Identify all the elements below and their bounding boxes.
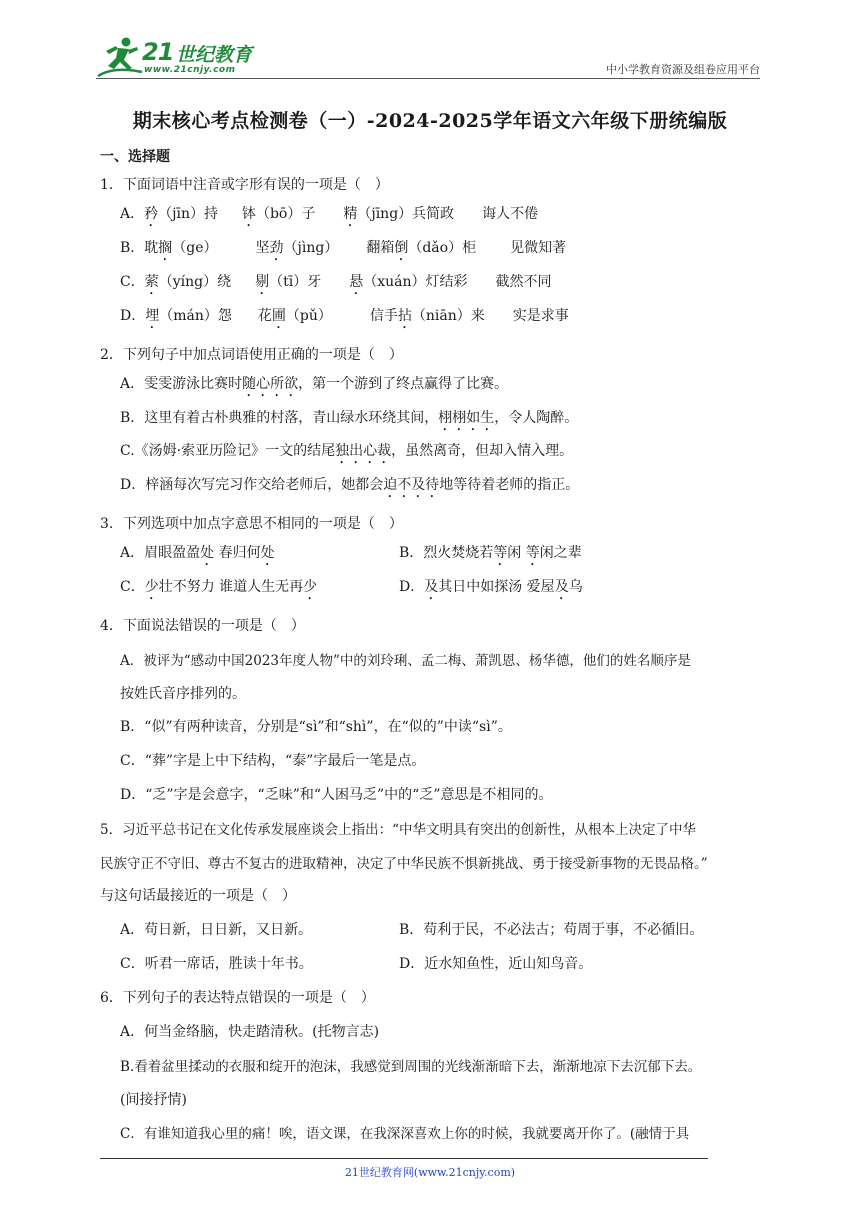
question-4-option-a-continued: 按姓氏音序排列的。 (120, 686, 246, 702)
option-text: 实是求事 (512, 308, 569, 324)
option-text: （dǎo）柜 (408, 240, 477, 256)
question-2-stem: 2．下列句子中加点词语使用正确的一项是（ ） (100, 347, 403, 363)
option-text: C.《汤姆·索亚历险记》一文的结尾 (120, 443, 336, 459)
emphasized-text: 搁 (158, 240, 173, 256)
option-text: 花 (257, 308, 272, 324)
question-4-option-a[interactable]: A．被评为“感动中国2023年度人物”中的刘玲琍、孟二梅、萧凯恩、杨华德，他们的姓名顺序是 (120, 653, 691, 669)
page-footer[interactable]: 21世纪教育网(www.21cnjy.com) (344, 1166, 516, 1179)
emphasized-text: 劲 (269, 240, 284, 256)
emphasized-text: 圃 (271, 308, 286, 324)
option-text: D． (120, 308, 146, 324)
emphasized-text: 拈 (397, 308, 412, 324)
option-text: D． (399, 579, 425, 595)
option-text: A．雯雯游泳比赛时 (120, 376, 243, 392)
emphasized-text: 等 (493, 545, 508, 561)
emphasized-text: 悬 (349, 274, 364, 290)
question-6-option-b[interactable]: B.看着盆里揉动的衣服和绽开的泡沫，我感觉到周围的光线渐渐暗下去，渐渐地凉下去沉郁下去。 (120, 1059, 702, 1075)
question-5-stem-line-1: 5．习近平总书记在文化传承发展座谈会上指出：“中华文明具有突出的创新性，从根本上决定了中华 (100, 822, 696, 838)
logo-text: 世纪教育 (176, 44, 253, 66)
option-text: 见微知著 (510, 240, 567, 256)
section-heading: 一、选择题 (100, 149, 170, 165)
question-1-option-d[interactable] (120, 305, 569, 332)
option-text: （jìng） (283, 240, 339, 256)
question-1-option-c[interactable] (120, 271, 551, 298)
running-man-icon (96, 36, 144, 78)
option-text: （ge） (172, 240, 218, 256)
question-1-option-a[interactable] (120, 203, 538, 230)
emphasized-text: 栩栩如生 (438, 410, 495, 426)
footer-divider (100, 1158, 708, 1159)
option-text: 地等待着老师的指正。 (439, 477, 580, 493)
question-4-option-d[interactable]: D．“乏”字是会意字，“乏味”和“人困马乏”中的“乏”意思是不相同的。 (120, 787, 553, 803)
page-header (96, 36, 760, 78)
emphasized-text: 倒 (394, 240, 409, 256)
logo-url: www.21cnjy.com (144, 65, 236, 75)
question-2-option-c[interactable] (120, 440, 573, 467)
option-text: 其日中如探汤 爱屋 (438, 579, 555, 595)
question-4-option-b[interactable]: B．“似”有两种读音，分别是“sì”和“shì”，在“似的”中读“sì”。 (120, 719, 512, 735)
question-2-option-a[interactable] (120, 373, 508, 400)
option-text: C． (120, 579, 145, 595)
question-5-option-d[interactable]: D．近水知鱼性，近山知鸟音。 (399, 956, 593, 972)
question-5-stem-line-2: 民族守正不守旧、尊古不复古的进取精神，决定了中华民族不惧新挑战、勇于接受新事物的无畏品格。” (100, 856, 708, 872)
option-text: 诲人不倦 (482, 206, 539, 222)
option-text: 春归何 (214, 545, 261, 561)
emphasized-text: 精 (343, 206, 358, 222)
option-text: ，虽然离奇，但却入情入理。 (391, 443, 574, 459)
header-divider (96, 78, 760, 79)
site-logo (96, 36, 261, 78)
option-text: 壮不努力 谁道人生无再 (158, 579, 304, 595)
option-text: （yíng）绕 (158, 274, 232, 290)
emphasized-text: 处 (260, 545, 275, 561)
emphasized-text: 及 (424, 579, 439, 595)
emphasized-text: 少 (144, 579, 159, 595)
option-text: A． (120, 206, 145, 222)
page-title: 期末核心考点检测卷（一）-2024-2025学年语文六年级下册统编版 (132, 110, 728, 132)
question-6-option-a[interactable]: A．何当金络脑，快走踏清秋。(托物言志) (120, 1024, 380, 1040)
question-3-option-d[interactable] (399, 576, 583, 603)
question-4-option-c[interactable]: C．“葬”字是上中下结构，“泰”字最后一笔是点。 (120, 753, 426, 769)
option-text: 乌 (568, 579, 583, 595)
option-text: （jīng）兵简政 (357, 206, 455, 222)
question-6-option-b-continued: (间接抒情) (120, 1092, 187, 1108)
emphasized-text: 随心所欲 (242, 376, 299, 392)
question-6-option-c[interactable]: C．有谁知道我心里的痛！唉，语文课，在我深深喜欢上你的时候，我就要离开你了。(融情于具 (120, 1126, 690, 1142)
option-text: A．眉眼盈盈 (120, 545, 201, 561)
emphasized-text: 萦 (144, 274, 159, 290)
option-text: 坚 (255, 240, 270, 256)
emphasized-text: 及 (554, 579, 569, 595)
question-3-stem: 3．下列选项中加点字意思不相同的一项是（ ） (100, 516, 403, 532)
option-text: 信手 (369, 308, 398, 324)
option-text: 闲 (507, 545, 526, 561)
emphasized-text: 迫不及待 (383, 477, 440, 493)
option-text: （niān）来 (411, 308, 485, 324)
question-3-option-a[interactable] (120, 542, 275, 569)
logo-number: 21 (142, 38, 174, 66)
option-text: ，令人陶醉。 (494, 410, 579, 426)
header-tagline: 中小学教育资源及组卷应用平台 (606, 63, 760, 76)
emphasized-text: 等 (525, 545, 540, 561)
option-text: 闲之辈 (539, 545, 582, 561)
question-5-option-c[interactable]: C．听君一席话，胜读十年书。 (120, 956, 313, 972)
question-2-option-d[interactable] (120, 474, 579, 501)
option-text: B．烈火焚烧若 (399, 545, 494, 561)
emphasized-text: 钵 (241, 206, 256, 222)
question-5-option-b[interactable]: B．苟利于民，不必法古；苟周于事，不必循旧。 (399, 922, 704, 938)
question-2-option-b[interactable] (120, 407, 578, 434)
option-text: 截然不同 (495, 274, 552, 290)
question-4-stem: 4．下面说法错误的一项是（ ） (100, 618, 305, 634)
option-text: B．耽 (120, 240, 159, 256)
option-text: C． (120, 274, 145, 290)
question-5-stem-line-3: 与这句话最接近的一项是（ ） (100, 888, 296, 904)
emphasized-text: 埋 (145, 308, 160, 324)
option-text: 翻箱 (366, 240, 395, 256)
option-text: D．梓涵每次写完习作交给老师后，她都会 (120, 477, 384, 493)
question-5-option-a[interactable]: A．苟日新，日日新，又日新。 (120, 922, 313, 938)
option-text: （bō）子 (255, 206, 316, 222)
question-1-stem: 1．下面词语中注音或字形有误的一项是（ ） (100, 177, 389, 193)
emphasized-text: 独出心裁 (335, 443, 392, 459)
option-text: （jīn）持 (158, 206, 218, 222)
option-text: ，第一个游到了终点赢得了比赛。 (298, 376, 509, 392)
emphasized-text: 处 (200, 545, 215, 561)
option-text: B．这里有着古朴典雅的村落，青山绿水环绕其间， (120, 410, 439, 426)
question-3-option-c[interactable] (120, 576, 317, 603)
option-text: （mán）怨 (159, 308, 232, 324)
question-6-stem: 6．下列句子的表达特点错误的一项是（ ） (100, 990, 375, 1006)
option-text: （xuán）灯结彩 (363, 274, 468, 290)
option-text: （tī）牙 (269, 274, 322, 290)
option-text: （pǔ） (285, 308, 332, 324)
emphasized-text: 矜 (144, 206, 159, 222)
emphasized-text: 剔 (255, 274, 270, 290)
question-1-option-b[interactable] (120, 237, 566, 264)
question-3-option-b[interactable] (399, 542, 582, 569)
emphasized-text: 少 (303, 579, 318, 595)
